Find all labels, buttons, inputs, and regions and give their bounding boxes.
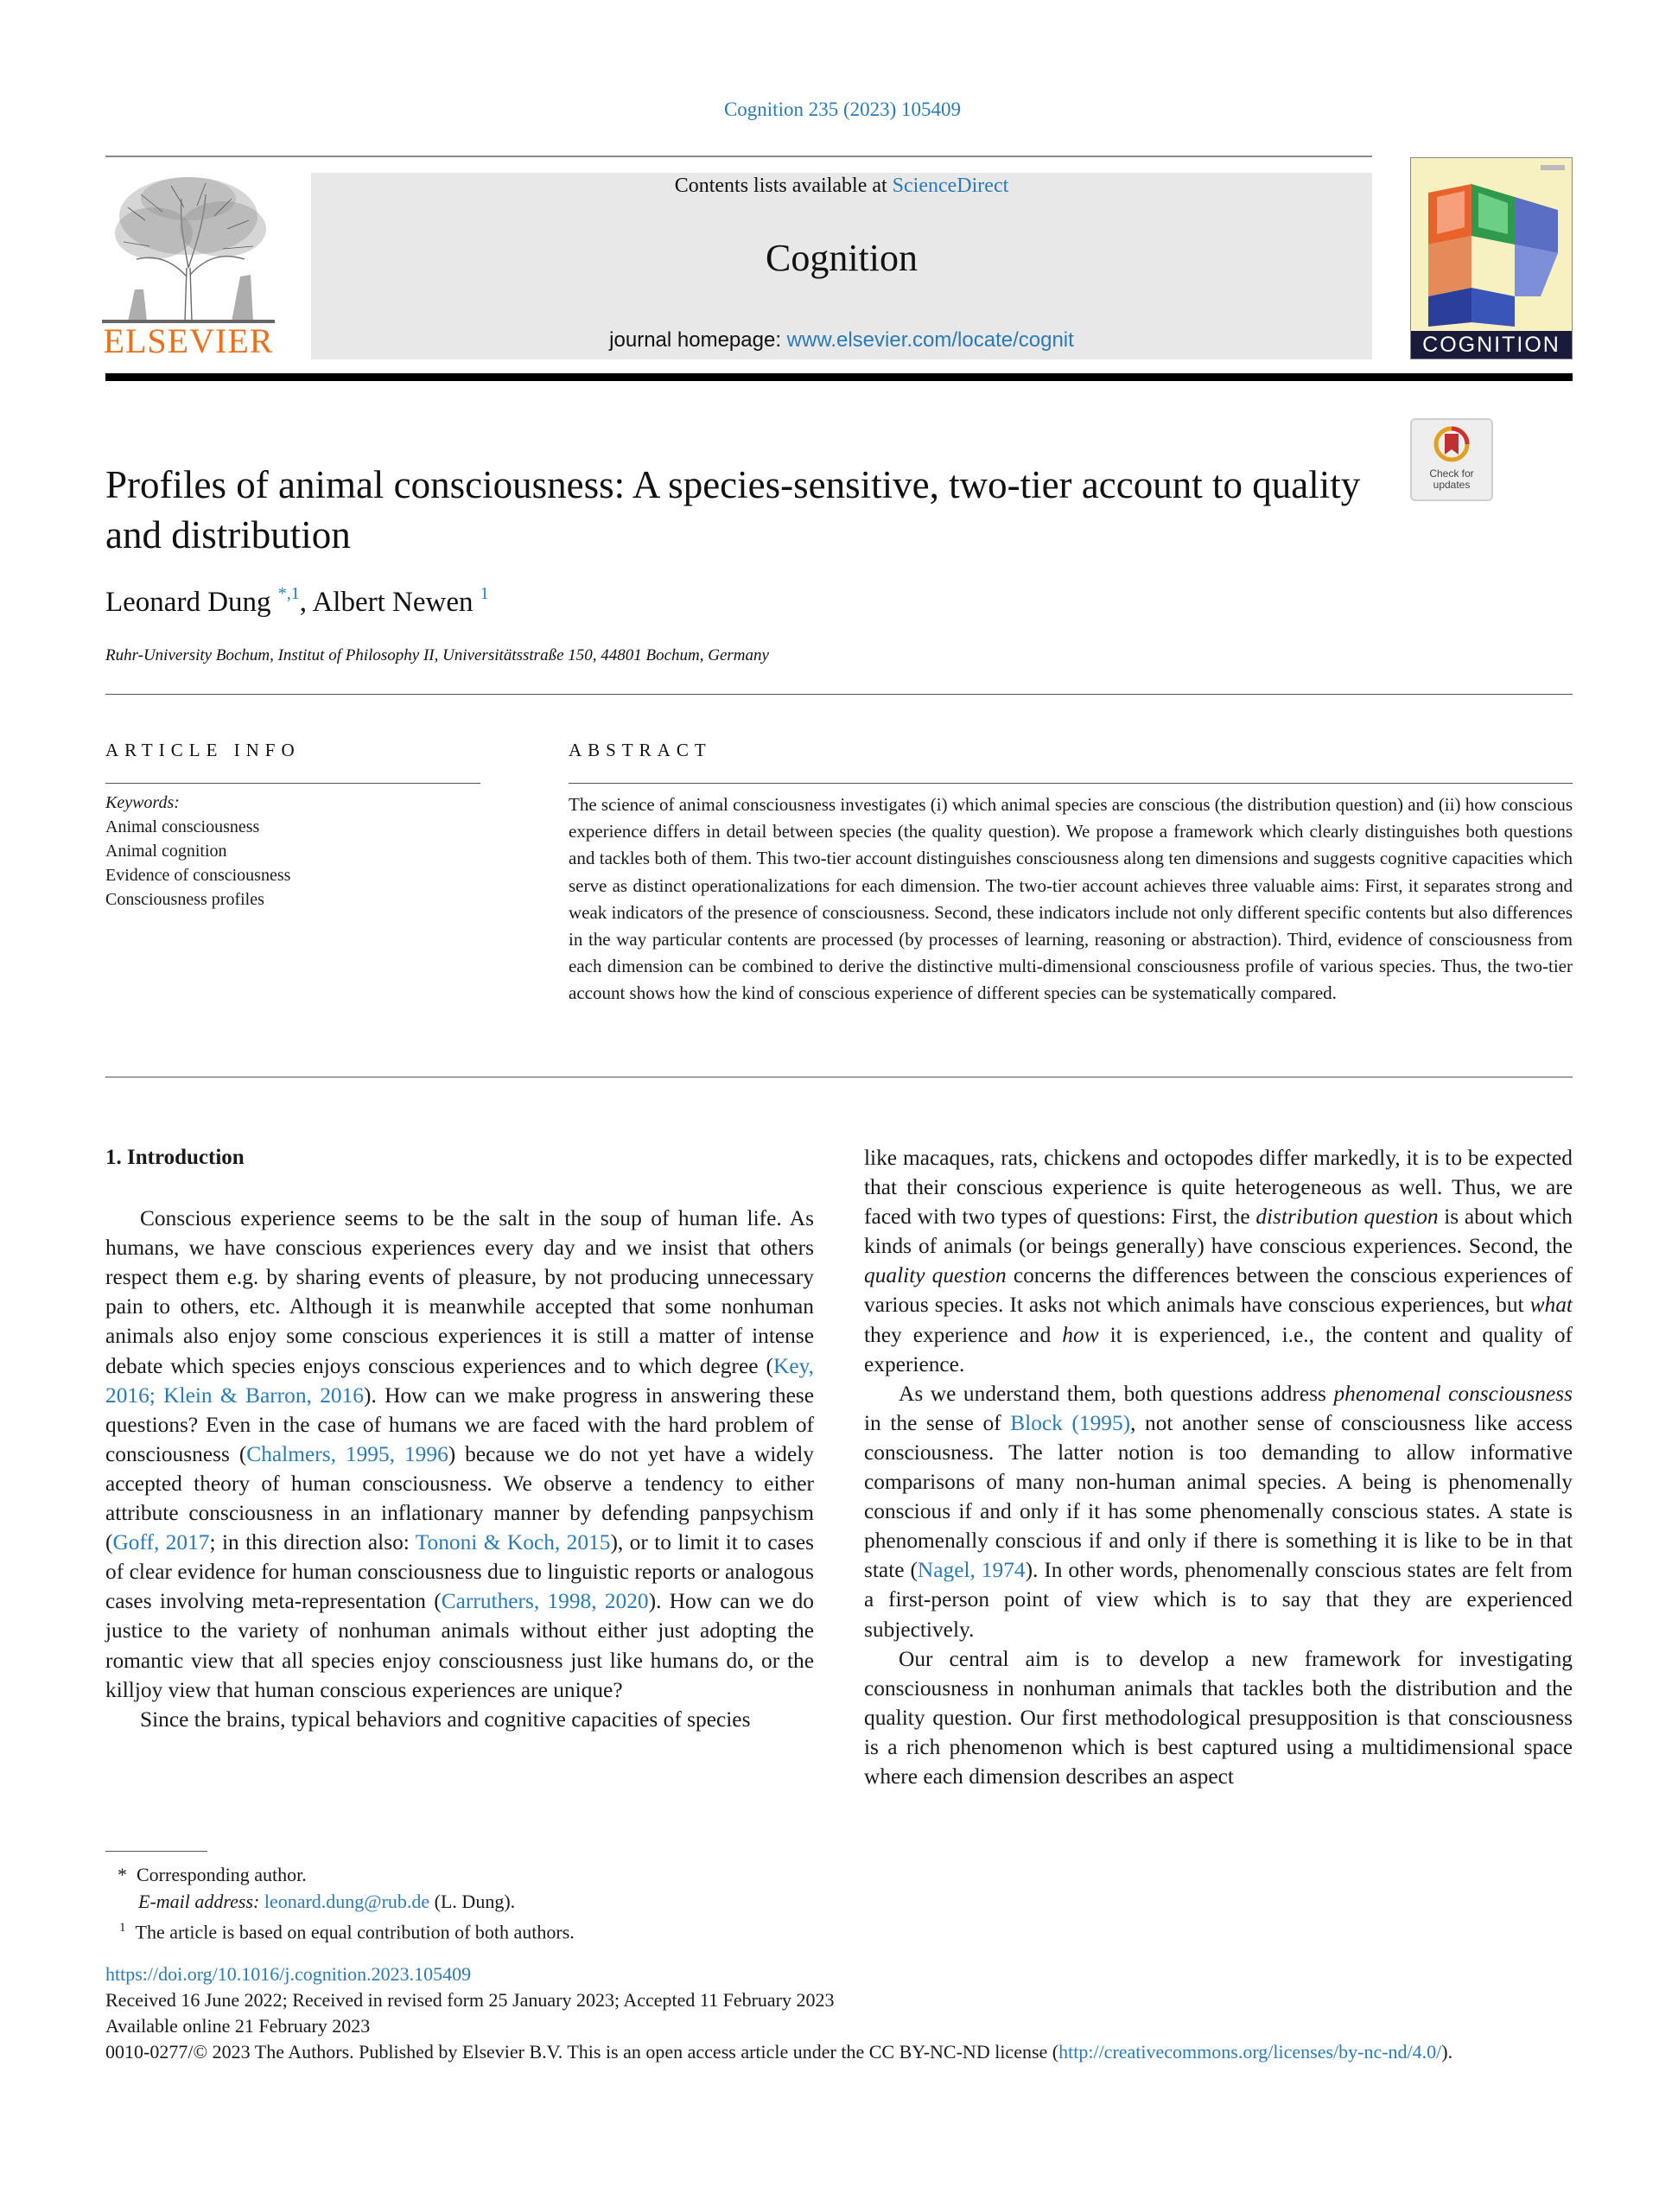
paragraph: Since the brains, typical behaviors and cognitive capacities of species — [140, 1707, 751, 1732]
email-suffix: (L. Dung). — [429, 1891, 516, 1912]
homepage-link[interactable]: www.elsevier.com/locate/cognit — [786, 328, 1074, 352]
emphasis: phenomenal consciousness — [1333, 1381, 1573, 1406]
keywords-label: Keywords: — [105, 793, 180, 812]
text-run: they experience and — [864, 1322, 1063, 1347]
abstract-rule — [569, 783, 1573, 784]
text-run: in the sense of — [864, 1410, 1011, 1435]
left-column — [105, 1143, 814, 1734]
text-run: ; in this direction also: — [209, 1530, 416, 1555]
contents-prefix: Contents lists available at — [674, 175, 893, 197]
article-title: Profiles of animal consciousness: A species-sensitive, two-tier account to quality and distribution — [105, 463, 1361, 556]
text-run: it is experienced, i.e., the content and quality of experience. — [864, 1322, 1573, 1376]
right-column — [864, 1143, 1573, 1791]
footnote-mark: 1 — [119, 1921, 126, 1935]
paragraph — [105, 1204, 814, 1705]
affiliation: Ruhr-University Bochum, Institut of Philosophy II, Universitätsstraße 150, 44801 Bochum, Germany — [105, 646, 769, 664]
check-updates-label: Check for updates — [1429, 467, 1474, 491]
citation-link[interactable]: Tononi & Koch, 2015 — [415, 1530, 611, 1555]
elsevier-wordmark: ELSEVIER — [103, 321, 274, 360]
emphasis: how — [1062, 1322, 1099, 1347]
license-text: 0010-0277/© 2023 The Authors. Published by Elsevier B.V. This is an open access article under the CC BY-NC-ND license ( — [105, 2041, 1059, 2063]
footnote-text: Corresponding author. — [137, 1864, 307, 1885]
header-top-rule — [105, 156, 1372, 157]
author-separator: , — [299, 587, 313, 618]
emphasis: quality question — [864, 1263, 1007, 1288]
author-marks[interactable]: *,1 — [277, 584, 300, 603]
footnote-rule — [105, 1851, 207, 1852]
homepage-prefix: journal homepage: — [609, 328, 787, 352]
sciencedirect-link[interactable]: ScienceDirect — [892, 175, 1009, 197]
text-run: Conscious experience seems to be the salt in the soup of human life. As humans, we have conscious experiences every day and we insist that others respect them e.g. by sharing events of pleasure, by not producing unnecessary pain to others, etc. Although it is meanwhile accepted that some nonhuman animals also enjoy some conscious experiences it is still a matter of intense debate which species enjoys conscious experiences and to which degree ( — [105, 1206, 814, 1378]
citation-link[interactable]: Nagel, 1974 — [917, 1558, 1026, 1583]
text-run: concerns the differences between the conscious experiences of various species. It asks not which animals have conscious experiences, but — [864, 1263, 1573, 1318]
license-statement — [105, 2039, 1574, 2065]
footnote-corresponding — [118, 1861, 307, 1888]
footnote-equal-contribution — [119, 1915, 575, 1945]
check-updates-icon — [1433, 425, 1471, 467]
keyword-item: Animal consciousness — [105, 817, 260, 836]
paragraph: Our central aim is to develop a new framework for investigating consciousness in nonhuman animals that tackles both the distribution and the quality question. Our first methodological presupposition is that consciousness is a rich phenomenon which is best captured using a multidimensional space where each dimension describes an aspect — [864, 1646, 1573, 1789]
author-name: Leonard Dung — [105, 587, 271, 618]
text-run: ) because we do not yet have a widely accepted theory of human consciousness. We observe a tendency to either attribute consciousness in an inflationary manner by defending panpsychism ( — [105, 1441, 814, 1555]
emphasis: what — [1529, 1293, 1573, 1318]
keyword-item: Consciousness profiles — [105, 890, 264, 909]
text-run: ), or to limit it to cases of clear evidence for human consciousness due to linguistic reports or analogous cases involving meta-representation ( — [105, 1530, 815, 1614]
keyword-item: Evidence of consciousness — [105, 866, 291, 885]
cover-impossible-figure-icon — [1411, 158, 1572, 331]
article-info-rule — [105, 783, 480, 784]
email-label: E-mail address: — [138, 1891, 264, 1912]
doi-link[interactable]: https://doi.org/10.1016/j.cognition.2023.105409 — [105, 1963, 472, 1985]
abstract-text: The science of animal consciousness investigates (i) which animal species are conscious (the distribution question) and (ii) how conscious experience differs in detail between species (the quality question). We propose a framework which clearly distinguishes both questions and tackles both of them. This two-tier account distinguishes consciousness along ten dimensions and suggests cognitive capacities which serve as distinct operationalizations for each dimension. The two-tier account achieves three valuable aims: First, it separates strong and weak indicators of the presence of consciousness. Second, these indicators include not only different specific contents but also differences in the way particular contents are processed (by processes of learning, reasoning or abstraction). Third, evidence of consciousness from each dimension can be combined to derive the distinctive multi-dimensional consciousness profile of various species. Thus, the two-tier account shows how the kind of conscious experience of different species can be systematically compared. — [569, 794, 1573, 1004]
text-run: As we understand them, both questions address — [899, 1381, 1334, 1406]
keyword-item: Animal cognition — [105, 842, 227, 861]
license-text: ). — [1441, 2041, 1453, 2063]
email-link[interactable]: leonard.dung@rub.de — [264, 1891, 430, 1912]
publication-info — [105, 1961, 1574, 2065]
citation-link[interactable]: Key, 2016; Klein & Barron, 2016 — [105, 1353, 814, 1408]
text-run: ). How can we make progress in answering these questions? Even in the case of humans we are faced with the hard problem of consciousness ( — [105, 1382, 814, 1466]
author-marks[interactable]: 1 — [480, 584, 489, 603]
paragraph — [864, 1143, 1573, 1379]
check-for-updates-button[interactable] — [1410, 418, 1493, 501]
article-info-heading: ARTICLE INFO — [105, 740, 301, 760]
citation-link[interactable]: Goff, 2017 — [112, 1530, 210, 1555]
abstract-heading: ABSTRACT — [569, 740, 712, 760]
footnote-mark: * — [118, 1864, 127, 1885]
journal-citation[interactable]: Cognition 235 (2023) 105409 — [723, 99, 962, 120]
text-run: ). How can we do justice to the variety of nonhuman animals without either just adopting the romantic view that all species enjoy consciousness just like humans do, or the killjoy view that human conscious experiences are unique? — [105, 1589, 814, 1702]
section-title: 1. Introduction — [105, 1146, 245, 1169]
citation-link[interactable]: Carruthers, 1998, 2020 — [441, 1589, 649, 1614]
author-name: Albert Newen — [312, 587, 474, 618]
emphasis: distribution question — [1255, 1205, 1439, 1230]
text-run: like macaques, rats, chickens and octopodes differ markedly, it is to be expected that their conscious experience is quite heterogeneous as well. Thus, we are faced with two types of questions: First, the — [864, 1146, 1573, 1230]
text-run: ). In other words, phenomenally conscious states are felt from a first-person point of view which is to say that they are experienced subjectively. — [864, 1558, 1573, 1642]
journal-banner — [311, 173, 1372, 359]
available-online: Available online 21 February 2023 — [105, 2015, 371, 2037]
contents-available-line — [311, 175, 1372, 198]
journal-cover — [1410, 157, 1573, 359]
cover-title: COGNITION — [1411, 331, 1572, 359]
author-list — [105, 584, 489, 619]
elsevier-tree-icon — [102, 173, 275, 324]
citation-link[interactable]: Chalmers, 1995, 1996 — [246, 1441, 448, 1466]
footnote-email — [138, 1888, 515, 1915]
text-run: is about which kinds of animals (or beings generally) have conscious experiences. Second, the — [864, 1205, 1573, 1259]
text-run: , not another sense of consciousness like access consciousness. The latter notion is too demanding to allow informative comparisons of many non-human animal species. A being is phenomenally conscious if and only if it has some phenomenally conscious states. A state is phenomenally conscious if and only if there is something it is like to be in that state ( — [864, 1410, 1573, 1583]
citation-link[interactable]: Block (1995) — [1010, 1410, 1131, 1435]
license-link[interactable]: http://creativecommons.org/licenses/by-nc-nd/4.0/ — [1058, 2041, 1442, 2063]
footnote-text: The article is based on equal contribution of both authors. — [135, 1921, 575, 1943]
affiliation-rule — [105, 694, 1573, 695]
elsevier-logo — [102, 173, 275, 361]
header-thick-rule — [105, 373, 1573, 381]
paragraph — [864, 1379, 1573, 1644]
journal-name: Cognition — [765, 237, 918, 279]
received-dates: Received 16 June 2022; Received in revised form 25 January 2023; Accepted 11 February 2023 — [105, 1989, 835, 2011]
journal-homepage-line — [311, 328, 1372, 353]
